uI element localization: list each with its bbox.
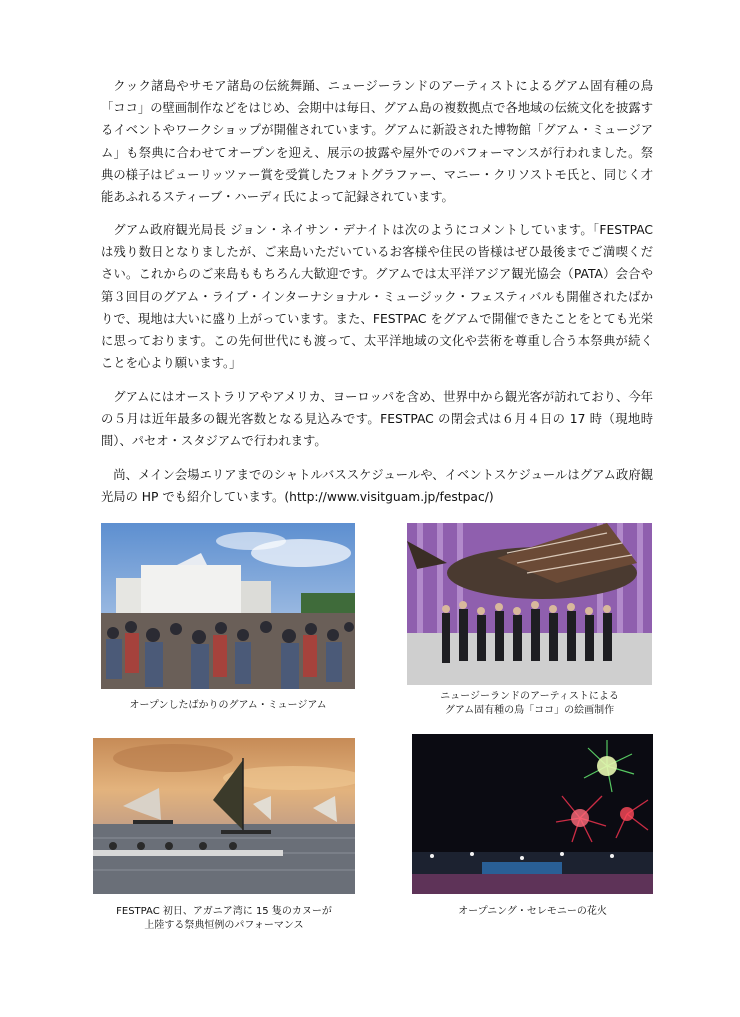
caption-text: オープニング・セレモニーの花火: [458, 906, 607, 917]
caption-text: オープンしたばかりのグアム・ミュージアム: [129, 700, 327, 711]
caption-line: 上陸する祭典恒例のパフォーマンス: [144, 920, 304, 931]
fireworks-caption: [412, 905, 653, 919]
mural-caption: [407, 690, 652, 718]
museum-caption: [101, 699, 355, 713]
paragraph-text: グアム政府観光局長 ジョン・ネイサン・デナイトは次のようにコメントしています。「FESTPAC は残り数日となりましたが、ご来島いただいているお客様や住民の皆様はぜひ最後までご満喫ください。これからのご来島ももちろん大歓迎です。グアムでは太平洋アジア観光協会（PATA）会合や第３回目のグアム・ライブ・インターナショナル・ミュージック・フェスティバルも開催されたばかりで、現地は大いに盛り上がっています。また、FESTPAC をグアムで開催できたことをとても光栄に思っております。この先何世代にも渡って、太平洋地域の文化や芸術を尊重し合う本祭典が続くことを心より願います。」: [101, 223, 653, 371]
paragraph-1: [101, 75, 653, 208]
paragraph-3: [101, 386, 653, 453]
caption-line: ニュージーランドのアーティストによる: [440, 691, 619, 702]
caption-line: グアム固有種の鳥「ココ」の絵画制作: [444, 705, 615, 716]
paragraph-text: グアムにはオーストラリアやアメリカ、ヨーロッパを含め、世界中から観光客が訪れており、今年の５月は近年最多の観光客数となる見込みです。FESTPAC の閉会式は６月４日の 17 時（現地時間）、パセオ・スタジアムで行われます。: [101, 390, 653, 449]
canoe-caption: [93, 905, 355, 933]
mural-photo: [407, 523, 652, 685]
canoe-photo: [93, 738, 355, 894]
fireworks-photo: [412, 734, 653, 894]
paragraph-2: [101, 219, 653, 374]
paragraph-4: [101, 464, 653, 508]
paragraph-text: 尚、メイン会場エリアまでのシャトルバススケジュールや、イベントスケジュールはグアム政府観光局の HP でも紹介しています。(http://www.visitguam.jp/festpac/): [101, 468, 653, 505]
museum-photo: [101, 523, 355, 689]
paragraph-text: クック諸島やサモア諸島の伝統舞踊、ニュージーランドのアーティストによるグアム固有種の鳥「ココ」の壁画制作などをはじめ、会期中は毎日、グアム島の複数拠点で各地域の伝統文化を披露するイベントやワークショップが開催されています。グアムに新設された博物館「グアム・ミュージアム」も祭典に合わせてオープンを迎え、展示の披露や屋外でのパフォーマンスが行われました。祭典の様子はピューリッツァー賞を受賞したフォトグラファー、マニー・クリソストモ氏と、同じく才能あふれるスティーブ・ハーディ氏によって記録されています。: [101, 79, 654, 205]
caption-line: FESTPAC 初日、アガニア湾に 15 隻のカヌーが: [116, 906, 332, 917]
